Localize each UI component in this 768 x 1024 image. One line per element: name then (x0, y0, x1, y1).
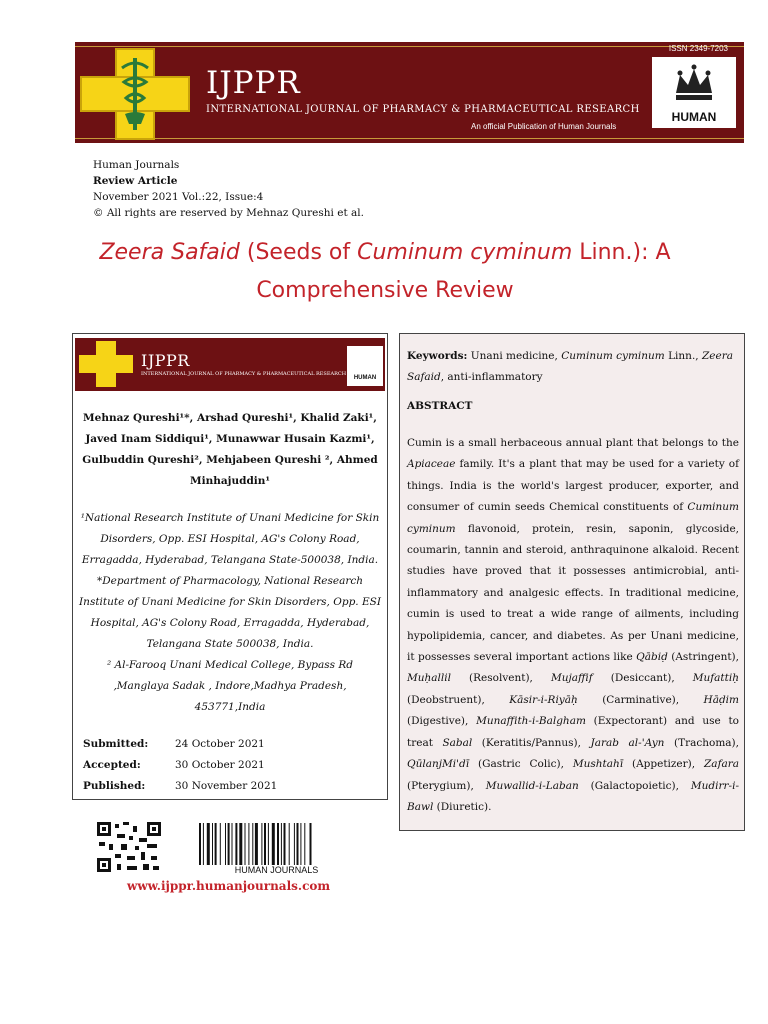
article-title (60, 234, 710, 310)
abstract-italic: Mufattiḥ (692, 672, 739, 685)
date-label: Published: (83, 780, 146, 792)
qr-code-icon (97, 822, 161, 872)
abstract-run: (Diuretic). (433, 800, 492, 813)
abstract-run: (Resolvent), (450, 672, 551, 685)
article-type: Review Article (93, 175, 178, 187)
abstract-italic: Munaffith-i-Balgham (476, 715, 586, 728)
abstract-run: (Deobstruent), (407, 693, 510, 706)
mini-journal-full-name: INTERNATIONAL JOURNAL OF PHARMACY & PHARMACEUTICAL RESEARCH (141, 371, 347, 377)
affiliation-3: ² Al-Farooq Unani Medical College, Bypass Rd ,Manglaya Sadak , Indore,Madhya Pradesh, 453771,India (106, 659, 354, 713)
journal-url[interactable]: www.ijppr.humanjournals.com (127, 879, 331, 893)
mini-journal-banner (75, 338, 385, 391)
abstract-run: flavonoid, protein, resin, saponin, glycoside, coumarin, tannin and steroid, anthraquinone alkaloid. Recent studies have proved that it possesses antimicrobial, anti-inflammatory and analgesic effects. In traditional medicine, cumin is used to treat a wide range of ailments, including hypolipidemia, cancer, and diabetes. As per Unani medicine, it possesses several important actions like (407, 522, 739, 664)
abstract-run: (Trachoma), (664, 736, 739, 749)
date-label: Submitted: (83, 738, 149, 750)
date-value: 30 November 2021 (175, 780, 278, 792)
keywords-text: , anti-inflammatory (440, 371, 543, 383)
keywords-italic: Zeera Safaid (407, 350, 733, 383)
mini-medical-cross-icon (79, 341, 133, 387)
keywords-italic: Cuminum cyminum (561, 350, 665, 362)
abstract-italic: Zafara (704, 758, 739, 771)
publisher-logo (652, 57, 736, 128)
abstract-run: (Expectorant) and use to treat (407, 715, 739, 749)
issue-info: November 2021 Vol.:22, Issue:4 (93, 191, 264, 203)
abstract-heading: ABSTRACT (407, 400, 473, 412)
title-text-2: (Seeds of (239, 240, 358, 265)
abstract-run: (Carminative), (577, 693, 704, 706)
abstract-italic: Jarab al-'Ayn (590, 736, 665, 749)
keywords-text: Unani medicine, (467, 350, 562, 362)
copyright-line: © All rights are reserved by Mehnaz Qureshi et al. (93, 207, 364, 219)
abstract-run: (Digestive), (407, 715, 477, 728)
barcode-label: HUMAN JOURNALS (234, 865, 319, 875)
abstract-italic: Cuminum cyminum (407, 501, 739, 535)
date-row-submitted (83, 734, 277, 755)
publication-note: An official Publication of Human Journals (471, 122, 617, 131)
abstract-box (399, 333, 745, 831)
date-row-accepted (83, 755, 277, 776)
journal-banner (75, 42, 744, 143)
banner-rule-top (75, 46, 744, 47)
publisher-name: HUMAN (671, 110, 717, 124)
abstract-text (407, 433, 739, 818)
abstract-italic: Qābiḍ (636, 651, 668, 664)
keywords-text: Linn., (664, 350, 702, 362)
date-row-published (83, 776, 277, 797)
date-value: 30 October 2021 (175, 759, 265, 771)
abstract-run: (Galactopoietic), (578, 779, 691, 792)
affiliation-1: ¹National Research Institute of Unani Medicine for Skin Disorders, Opp. ESI Hospital, AG's Colony Road, Erragadda, Hyderabad, Telangana State-500038, India. (80, 512, 380, 566)
mini-logo-text: IJPPR (141, 351, 190, 370)
title-italic-1: Zeera Safaid (99, 240, 240, 265)
abstract-run: family. It's a plant that may be used for a variety of things. India is the world's largest producer, exporter, and consumer of cumin seeds Chemical constituents of (407, 458, 739, 514)
abstract-run: (Keratitis/Pannus), (472, 736, 591, 749)
abstract-italic: Hāḍim (703, 693, 739, 706)
abstract-run: (Astringent), (667, 651, 739, 664)
abstract-italic: Muwallid-i-Laban (485, 779, 579, 792)
author-list: Mehnaz Qureshi¹*, Arshad Qureshi¹, Khalid Zaki¹, Javed Inam Siddiqui¹, Munawwar Husain Kazmi¹, Gulbuddin Qureshi², Mehjabeen Qureshi ², Ahmed Minhajuddin¹ (82, 412, 378, 487)
date-label: Accepted: (83, 759, 141, 771)
mini-publisher-logo: HUMAN (347, 346, 383, 386)
issn-label: ISSN 2349-7203 (668, 44, 728, 53)
title-text-4: Linn.): A Comprehensive Review (256, 240, 671, 303)
barcode-icon (199, 823, 354, 865)
abstract-italic: Kāsir-i-Riyāḥ (509, 693, 578, 706)
abstract-run: (Appetizer), (623, 758, 705, 771)
article-meta (93, 157, 364, 221)
journal-full-name: INTERNATIONAL JOURNAL OF PHARMACY & PHARMACEUTICAL RESEARCH (206, 104, 640, 115)
title-italic-3: Cuminum cyminum (357, 240, 573, 265)
abstract-italic: Mushtahī (572, 758, 624, 771)
author-info-box (72, 333, 388, 800)
abstract-run: (Gastric Colic), (469, 758, 573, 771)
abstract-italic: Apiaceae (407, 458, 456, 471)
abstract-italic: Sabal (442, 736, 473, 749)
abstract-run: Cumin is a small herbaceous annual plant that belongs to the (407, 437, 739, 449)
affiliations (79, 508, 381, 718)
abstract-italic: Muḥallil (407, 672, 451, 685)
date-value: 24 October 2021 (175, 738, 265, 750)
medical-cross-icon (80, 48, 190, 140)
journal-logo-text: IJPPR (206, 65, 301, 101)
article-dates (83, 734, 277, 797)
keywords-label: Keywords: (407, 350, 468, 362)
abstract-italic: Mujaffif (550, 672, 593, 685)
keywords (407, 346, 739, 388)
abstract-italic: Mudirr-i-Bawl (407, 779, 740, 813)
abstract-run: (Pterygium), (407, 779, 486, 792)
abstract-italic: QūlanjMi'dī (407, 758, 470, 771)
caduceus-icon (116, 54, 154, 134)
affiliation-2: *Department of Pharmacology, National Research Institute of Unani Medicine for Skin Disorders, Opp. ESI Hospital, AG's Colony Road, Erragadda, Hyderabad, Telangana State 500038, India. (79, 575, 381, 650)
abstract-run: (Desiccant), (592, 672, 693, 685)
journal-name: Human Journals (93, 159, 180, 171)
crown-icon (672, 63, 716, 103)
